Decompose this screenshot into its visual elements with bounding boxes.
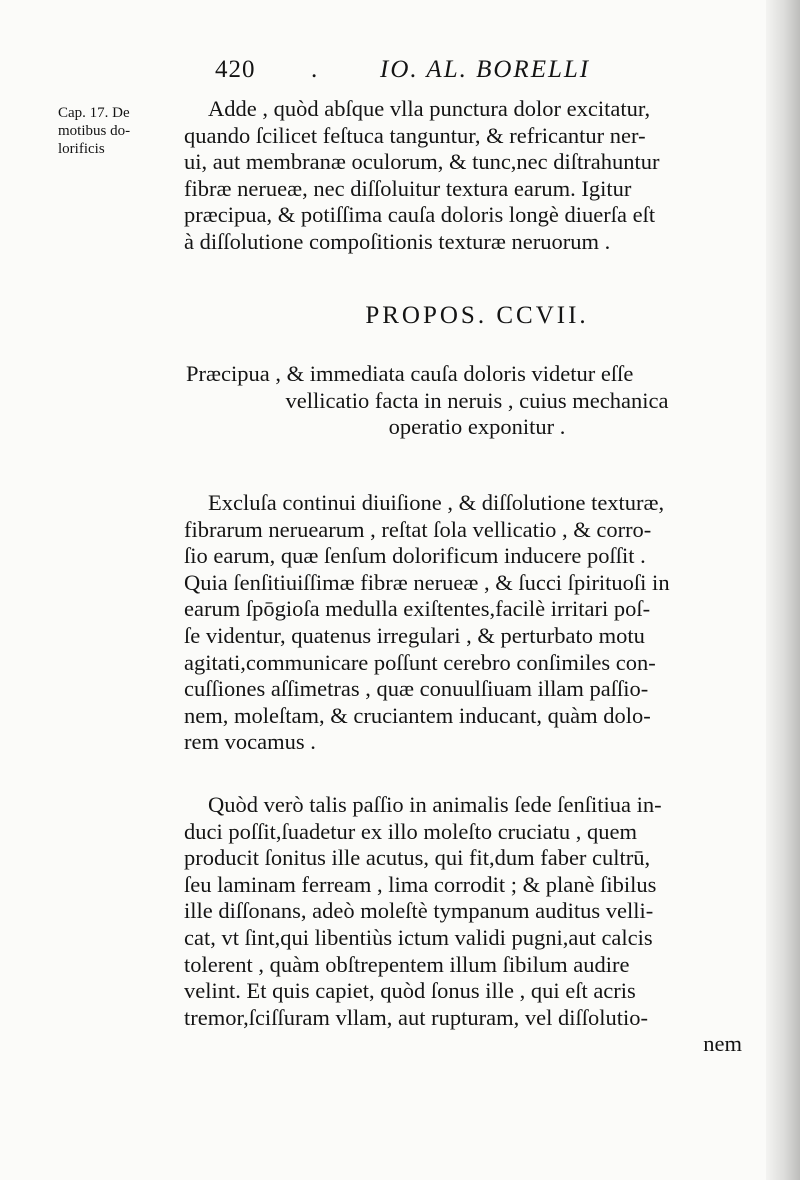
page-edge-shadow	[766, 0, 800, 1180]
text-line: à diſſolutione compoſitionis texturæ neruorum .	[184, 228, 611, 254]
margin-note-line: lorificis	[58, 141, 105, 157]
margin-note-line: Cap. 17. De	[58, 105, 130, 121]
page-header	[0, 52, 800, 92]
text-line: vellicatio facta in neruis , cuius mechanica	[285, 387, 669, 413]
text-line: nem, moleſtam, & cruciantem inducant, quàm dolo-	[184, 702, 651, 728]
text-line: fibrarum nerueаrum , reſtat ſola vellicatio , & corro-	[184, 516, 652, 542]
text-line: Adde , quòd abſque vlla punctura dolor excitatur,	[208, 96, 651, 121]
text-line: Excluſa continui diuiſione , & diſſolutione texturæ,	[208, 490, 665, 515]
margin-note	[58, 104, 188, 158]
text-line: cuſſiones aſſimetras , quæ conuulſiuam illam paſſio-	[184, 676, 649, 702]
text-line: earum ſpōgioſa medulla exiſtentes,facilè irritari poſ-	[184, 596, 651, 622]
text-line: agitati,communicare poſſunt cerebro conſimiles con-	[184, 649, 656, 675]
text-line: ſeu laminam ferream , lima corrodit ; & planè ſibilus	[184, 871, 657, 897]
margin-note-line: motibus do-	[58, 123, 131, 139]
proposition-heading: PROPOS. CCVII.	[365, 302, 589, 329]
text-line: Quòd verò talis paſſio in animalis ſede ſenſitiua in-	[208, 792, 662, 817]
text-line: Quia ſenſitiuiſſimæ fibræ nerueæ , & ſucci ſpirituoſi in	[184, 569, 670, 595]
text-line: ille diſſonans, adeò moleſtè tympanum auditus velli-	[184, 898, 654, 924]
header-separator: .	[311, 56, 318, 83]
text-line: velint. Et quis capiet, quòd ſonus ille , qui eſt acris	[184, 978, 636, 1004]
text-line: operatio exponitur .	[388, 414, 566, 440]
text-line: fibræ nerueæ, nec diſſoluitur textura earum. Igitur	[184, 175, 632, 201]
page-number: 420	[215, 56, 256, 83]
proposition-text	[184, 360, 770, 440]
text-line: quando ſcilicet feſtuca tanguntur, & refricantur ner-	[184, 122, 646, 148]
text-line: Præcipua , & immediata cauſa doloris videtur eſſe	[186, 361, 634, 386]
text-line: ſe videntur, quatenus irregulari , & perturbato motu	[184, 622, 645, 648]
text-line: tremor,ſciſſuram vllam, aut rupturam, vel diſſolutio-	[184, 1004, 648, 1030]
catchword: nem	[703, 1031, 742, 1057]
text-line: duci poſſit,ſuadetur ex illo moleſto cruciatu , quem	[184, 818, 638, 844]
text-line: ſio earum, quæ ſenſum dolorificum inducere poſſit .	[184, 543, 646, 569]
text-line: ui, aut membranæ oculorum, & tunc,nec diſtrahuntur	[184, 149, 660, 175]
running-head: IO. AL. BORELLI	[380, 56, 591, 83]
text-line: rem vocamus .	[184, 729, 316, 755]
text-line: præcipua, & potiſſima cauſa doloris longè diuerſa eſt	[184, 202, 656, 228]
paragraph-3	[184, 792, 770, 1058]
text-line: tolerent , quàm obſtrepentem illum ſibilum audire	[184, 951, 630, 977]
paragraph-1	[184, 96, 770, 256]
text-line: cat, vt ſint,qui libentiùs ictum validi pugni,aut calcis	[184, 924, 653, 950]
text-line: producit ſonitus ille acutus, qui fit,dum faber cultrū,	[184, 845, 651, 871]
paragraph-2	[184, 490, 770, 756]
